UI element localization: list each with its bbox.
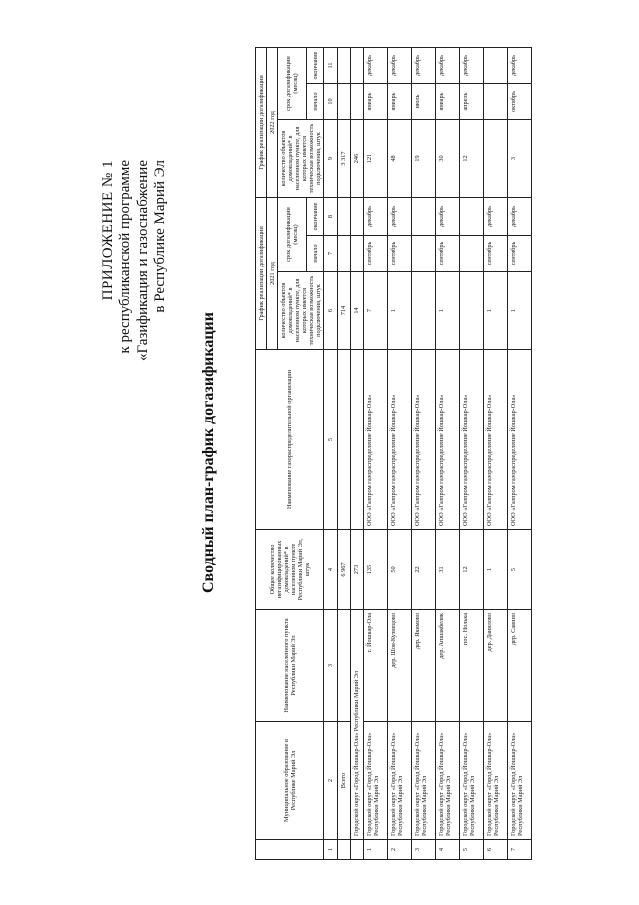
header-count-2021: количество объектов домовладений* в населенном пункте, для которых имеется техническая возможность подключения, штук <box>278 272 324 350</box>
column-number: 6 <box>324 272 338 350</box>
count-2022-cell: 30 <box>436 120 460 198</box>
start-2021-cell: сентябрь <box>364 236 388 272</box>
municipality-cell: Городской округ «Город Йошкар-Ола» Республики Марий Эл <box>484 722 508 840</box>
start-2021-cell: сентябрь <box>388 236 412 272</box>
row-number: 4 <box>436 840 460 860</box>
column-number: 11 <box>324 48 338 84</box>
count-2021-cell: 1 <box>484 272 508 350</box>
gdo-cell: ООО «Газпром газораспределение Йошкар-Ола» <box>460 350 484 530</box>
gdo-cell: ООО «Газпром газораспределение Йошкар-Ола» <box>484 350 508 530</box>
appendix-line: в Республике Марий Эл <box>152 160 169 313</box>
table-row <box>460 48 484 860</box>
header-term-2021: срок догазификации (месяц) <box>278 198 307 272</box>
gdo-cell: ООО «Газпром газораспределение Йошкар-Ола» <box>388 350 412 530</box>
header-schedule-2021: График реализации догазификации <box>256 198 267 350</box>
settlement-cell: дер. Якимово <box>412 610 436 722</box>
column-number: 9 <box>324 120 338 198</box>
end-2021-cell: декабрь <box>508 198 532 236</box>
municipality-cell: Городской округ «Город Йошкар-Ола» Республики Марий Эл <box>388 722 412 840</box>
table-row <box>484 48 508 860</box>
document-title: Сводный план-график догазификации <box>200 312 217 593</box>
table-row <box>364 48 388 860</box>
end-2021-cell <box>351 198 364 236</box>
header-settlement: Наименование населенного пункта Республики Марий Эл <box>256 610 324 722</box>
header-end-2022: окончание <box>306 48 324 84</box>
end-2021-cell <box>338 198 351 236</box>
settlement-cell: г. Йошкар-Ола <box>364 610 388 722</box>
end-2022-cell: декабрь <box>412 48 436 84</box>
header-start-2022: начало <box>306 84 324 120</box>
total-households-cell: 1 <box>484 530 508 610</box>
count-2022-cell: 19 <box>412 120 436 198</box>
total-households-cell: 6 967 <box>338 530 351 610</box>
count-2021-cell: 1 <box>436 272 460 350</box>
start-2021-cell: сентябрь <box>508 236 532 272</box>
count-2021-cell <box>460 272 484 350</box>
municipality-cell: Городской округ «Город Йошкар-Ола» Республики Марий Эл <box>508 722 532 840</box>
column-number: 8 <box>324 198 338 236</box>
total-households-cell: 273 <box>351 530 364 610</box>
column-number: 7 <box>324 236 338 272</box>
row-number: 3 <box>412 840 436 860</box>
gdo-cell: ООО «Газпром газораспределение Йошкар-Ола» <box>412 350 436 530</box>
start-2021-cell <box>338 236 351 272</box>
end-2021-cell: декабрь <box>388 198 412 236</box>
end-2022-cell: декабрь <box>508 48 532 84</box>
table-row <box>436 48 460 860</box>
column-number: 4 <box>324 530 338 610</box>
start-2021-cell: сентябрь <box>484 236 508 272</box>
header-end-2021: окончание <box>306 198 324 236</box>
header-year-2022: 2022 год <box>267 48 278 198</box>
table-row-total <box>338 48 351 860</box>
end-2021-cell: декабрь <box>364 198 388 236</box>
municipality-cell: Городской округ «Город Йошкар-Ола» Республики Марий Эл <box>436 722 460 840</box>
settlement-cell <box>338 610 351 722</box>
gdo-cell: ООО «Газпром газораспределение Йошкар-Ола» <box>436 350 460 530</box>
gdo-cell: ООО «Газпром газораспределение Йошкар-Ола» <box>364 350 388 530</box>
count-2022-cell <box>484 120 508 198</box>
count-2021-cell <box>412 272 436 350</box>
count-2022-cell: 3 <box>508 120 532 198</box>
start-2021-cell <box>460 236 484 272</box>
count-2021-cell: 1 <box>388 272 412 350</box>
header-gdo-name: Наименование газораспределительной организации <box>256 350 324 530</box>
start-2022-cell: январь <box>436 84 460 120</box>
appendix-header <box>100 160 170 520</box>
total-households-cell: 12 <box>460 530 484 610</box>
count-2022-cell: 48 <box>388 120 412 198</box>
municipality-cell: Городской округ «Город Йошкар-Ола» Республики Марий Эл <box>351 610 364 840</box>
start-2022-cell: апрель <box>460 84 484 120</box>
row-number: 7 <box>508 840 532 860</box>
end-2022-cell: декабрь <box>364 48 388 84</box>
end-2022-cell <box>338 48 351 84</box>
total-households-cell: 22 <box>412 530 436 610</box>
start-2022-cell: октябрь <box>508 84 532 120</box>
count-2022-cell: 121 <box>364 120 388 198</box>
header-total-households: Общее количество негазифицированных домовладений* в населенном пункте Республики Марий Эл, штук <box>256 530 324 610</box>
column-number: 1 <box>324 840 338 860</box>
total-households-cell: 31 <box>436 530 460 610</box>
row-number: 2 <box>388 840 412 860</box>
start-2022-cell <box>484 84 508 120</box>
table-row-subtotal <box>351 48 364 860</box>
row-number <box>351 840 364 860</box>
table-row <box>412 48 436 860</box>
total-households-cell: 135 <box>364 530 388 610</box>
appendix-line: к республиканской программе <box>117 160 134 354</box>
end-2022-cell: декабрь <box>460 48 484 84</box>
header-schedule-2022: График реализации догазификации <box>256 48 267 198</box>
row-number: 5 <box>460 840 484 860</box>
row-number <box>338 840 351 860</box>
start-2021-cell <box>351 236 364 272</box>
settlement-cell: дер. Данилово <box>484 610 508 722</box>
total-households-cell: 5 <box>508 530 532 610</box>
header-number-blank <box>256 840 324 860</box>
count-2022-cell: 246 <box>351 120 364 198</box>
header-year-2021: 2021 год <box>267 198 278 350</box>
count-2022-cell: 3 317 <box>338 120 351 198</box>
start-2022-cell <box>338 84 351 120</box>
table-row <box>508 48 532 860</box>
row-number: 6 <box>484 840 508 860</box>
header-count-2022: количество объектов домовладений* в населенном пункте, для которых имеется техническая возможность подключения, штук <box>278 120 324 198</box>
settlement-cell: пос. Нолька <box>460 610 484 722</box>
header-start-2021: начало <box>306 236 324 272</box>
end-2022-cell: декабрь <box>388 48 412 84</box>
settlement-cell: дер. Савино <box>508 610 532 722</box>
count-2021-cell: 1 <box>508 272 532 350</box>
start-2022-cell: июль <box>412 84 436 120</box>
settlement-cell: дер. Шоя-Кузнецово <box>388 610 412 722</box>
column-number: 10 <box>324 84 338 120</box>
row-number: 1 <box>364 840 388 860</box>
start-2021-cell <box>412 236 436 272</box>
count-2022-cell: 12 <box>460 120 484 198</box>
column-number: 3 <box>324 610 338 722</box>
gdo-cell <box>338 350 351 530</box>
gdo-cell: ООО «Газпром газораспределение Йошкар-Ола» <box>508 350 532 530</box>
start-2022-cell: январь <box>388 84 412 120</box>
end-2022-cell: декабрь <box>436 48 460 84</box>
gdo-cell <box>351 350 364 530</box>
end-2021-cell: декабрь <box>436 198 460 236</box>
table-row <box>388 48 412 860</box>
header-municipality: Муниципальное образование в Республике Марий Эл <box>256 722 324 840</box>
count-2021-cell: 714 <box>338 272 351 350</box>
appendix-number: ПРИЛОЖЕНИЕ № 1 <box>100 160 116 301</box>
start-2022-cell <box>351 84 364 120</box>
settlement-cell: дер. Апшакбеляк <box>436 610 460 722</box>
municipality-cell: Городской округ «Город Йошкар-Ола» Республики Марий Эл <box>412 722 436 840</box>
municipality-cell: Городской округ «Город Йошкар-Ола» Республики Марий Эл <box>364 722 388 840</box>
count-2021-cell: 7 <box>364 272 388 350</box>
end-2022-cell <box>484 48 508 84</box>
column-number: 2 <box>324 722 338 840</box>
start-2022-cell: январь <box>364 84 388 120</box>
appendix-line: «Газификация и газоснабжение <box>134 160 151 362</box>
total-households-cell: 50 <box>388 530 412 610</box>
header-term-2022: срок догазификации (месяц) <box>278 48 307 120</box>
plan-table <box>255 47 532 860</box>
start-2021-cell: сентябрь <box>436 236 460 272</box>
municipality-cell: Городской округ «Город Йошкар-Ола» Республики Марий Эл <box>460 722 484 840</box>
municipality-cell: Всего <box>338 722 351 840</box>
end-2021-cell <box>460 198 484 236</box>
end-2021-cell <box>412 198 436 236</box>
end-2022-cell <box>351 48 364 84</box>
count-2021-cell: 14 <box>351 272 364 350</box>
end-2021-cell: декабрь <box>484 198 508 236</box>
column-number: 5 <box>324 350 338 530</box>
